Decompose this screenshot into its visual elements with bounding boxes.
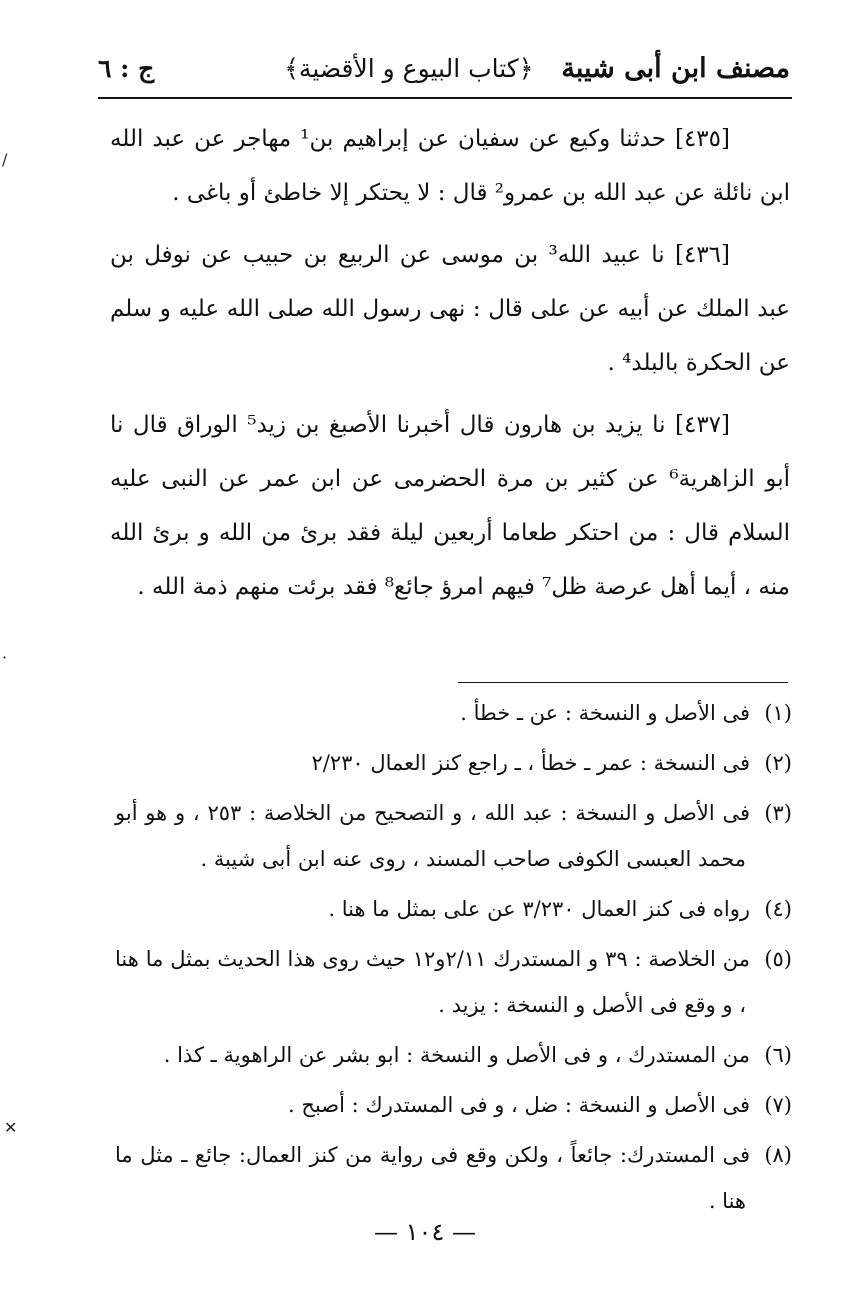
footnote	[115, 936, 792, 1028]
footnote	[115, 740, 792, 786]
footnote	[115, 1032, 792, 1078]
margin-scratch-mark: ✕	[4, 1118, 18, 1137]
chapter-title: ﴿كتاب البيوع و الأقضية﴾	[284, 53, 534, 83]
footnote-mark: (٢)	[764, 751, 792, 775]
footnote-mark: (٨)	[764, 1143, 792, 1167]
hadith-text: نا عبيد الله³ بن موسى عن الربيع بن حبيب عن نوفل بن عبد الملك عن أبيه عن على قال : نهى رسول الله صلى الله عليه و سلم عن الحكرة بالبلد⁴ .	[110, 242, 790, 376]
volume-label: ج : ٦	[98, 53, 155, 83]
hadith-number: [٤٣٧]	[674, 412, 731, 438]
footnote-divider	[458, 682, 788, 683]
margin-scratch-mark: /	[2, 150, 8, 169]
footnote	[115, 690, 792, 736]
hadith-number: [٤٣٦]	[674, 242, 731, 268]
footnote	[115, 1082, 792, 1128]
page-number: — ١٠٤ —	[374, 1218, 476, 1246]
hadith-text: نا يزيد بن هارون قال أخبرنا الأصبغ بن زيد⁵ الوراق قال نا أبو الزاهرية⁶ عن كثير بن مرة الحضرمى عن ابن عمر عن النبى عليه السلام قال : من احتكر طعاما أربعين ليلة فقد برئ من الله و برئ الله منه ، أيما أهل عرصة ظل⁷ فيهم امرؤ جائع⁸ فقد برئت منهم ذمة الله .	[110, 412, 790, 600]
footnote-text: رواه فى كنز العمال ٣/٢٣٠ عن على بمثل ما هنا .	[328, 897, 750, 921]
footnote-text: فى المستدرك: جائعاً ، ولكن وقع فى رواية من كنز العمال: جائع ـ مثل ما هنا .	[115, 1143, 750, 1213]
footnote-mark: (٤)	[764, 897, 792, 921]
footnote	[115, 790, 792, 882]
footnote-text: فى الأصل و النسخة : عبد الله ، و التصحيح من الخلاصة : ٢٥٣ ، و هو أبو محمد العبسى الكوفى صاحب المسند ، روى عنه ابن أبى شيبة .	[115, 801, 750, 871]
footnote-text: من الخلاصة : ٣٩ و المستدرك ٢/١١و١٢ حيث روى هذا الحديث بمثل ما هنا ، و وقع فى الأصل و النسخة : يزيد .	[115, 947, 750, 1017]
footnote	[115, 886, 792, 932]
book-title: مصنف ابن أبى شيبة	[561, 52, 790, 84]
footnote	[115, 1132, 792, 1224]
margin-scratch-mark: ·	[2, 648, 8, 667]
hadith-paragraph	[110, 398, 790, 614]
footnote-text: من المستدرك ، و فى الأصل و النسخة : ابو بشر عن الراهوية ـ كذا .	[163, 1043, 750, 1067]
footnote-mark: (١)	[764, 701, 792, 725]
header-divider	[98, 97, 792, 99]
footnote-text: فى النسخة : عمر ـ خطأ ، ـ راجع كنز العمال ٢/٢٣٠	[311, 751, 750, 775]
running-header	[98, 42, 790, 94]
footnote-mark: (٧)	[764, 1093, 792, 1117]
footnote-mark: (٦)	[764, 1043, 792, 1067]
footnote-mark: (٥)	[764, 947, 792, 971]
main-text	[110, 112, 790, 622]
hadith-number: [٤٣٥]	[674, 126, 730, 152]
footnotes	[115, 690, 792, 1228]
hadith-text: حدثنا وكيع عن سفيان عن إبراهيم بن¹ مهاجر عن عبد الله ابن نائلة عن عبد الله بن عمرو² قال : لا يحتكر إلا خاطئ أو باغى .	[110, 126, 790, 206]
footnote-text: فى الأصل و النسخة : عن ـ خطأ .	[460, 701, 750, 725]
footnote-text: فى الأصل و النسخة : ضل ، و فى المستدرك : أصبح .	[288, 1093, 750, 1117]
hadith-paragraph	[110, 112, 790, 220]
footnote-mark: (٣)	[764, 801, 792, 825]
hadith-paragraph	[110, 228, 790, 390]
